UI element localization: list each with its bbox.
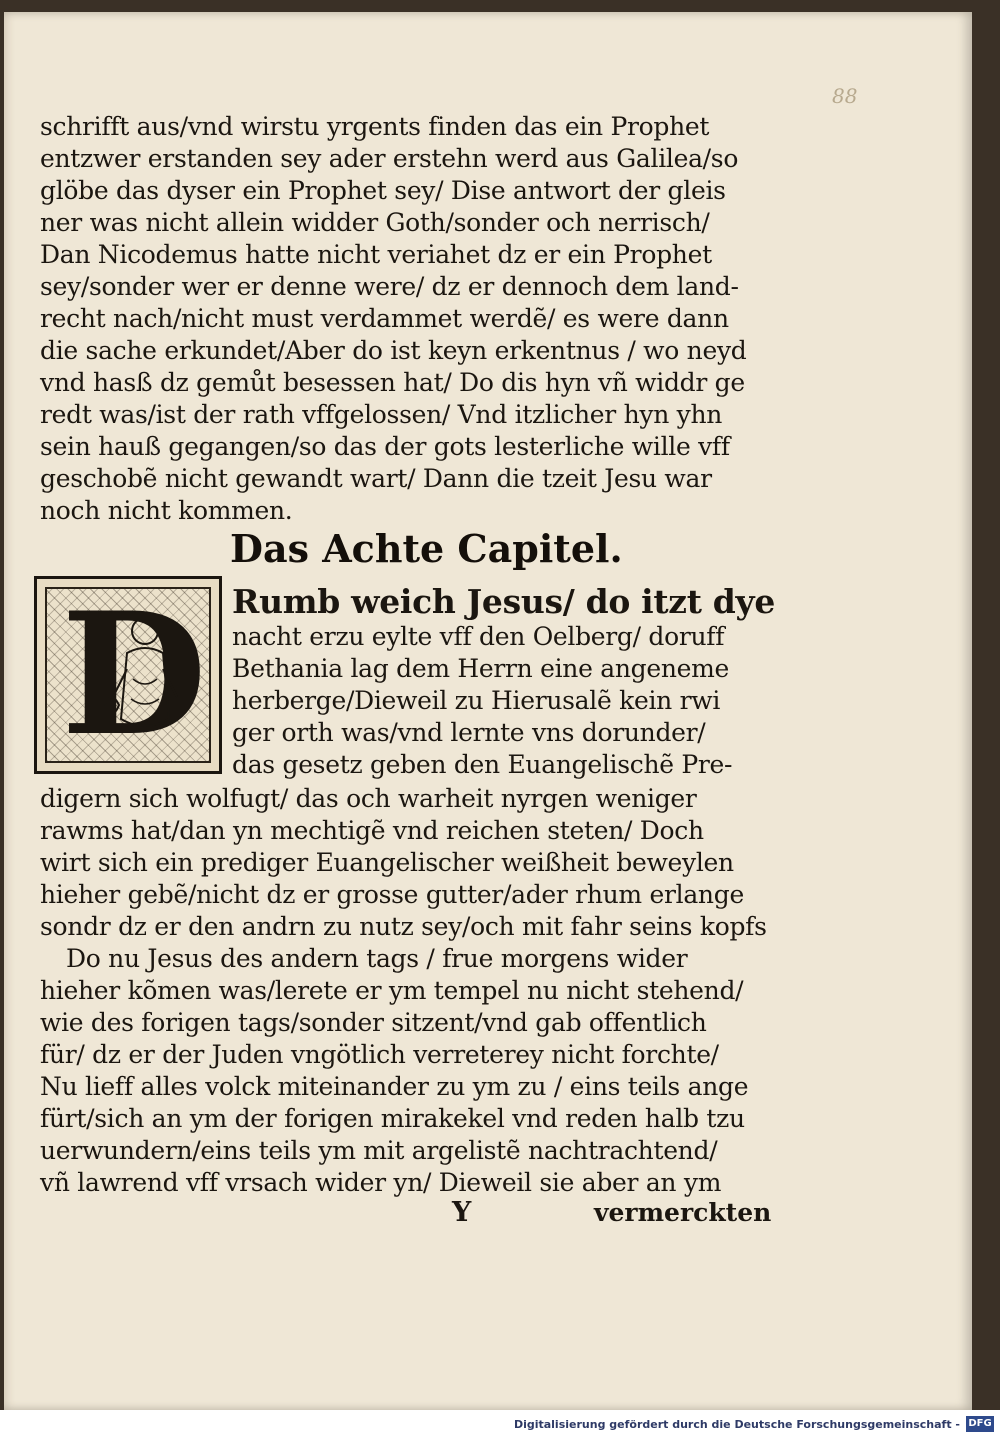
body-line: herberge/Dieweil zu Hierusalẽ kein rwi [232, 686, 721, 715]
initial-letter: D [61, 575, 207, 773]
body-line: Dan Nicodemus hatte nicht veriahet dz er ein Prophet [40, 240, 712, 269]
body-line: für/ dz er der Juden vngötlich verreterey nicht forchte/ [40, 1040, 719, 1069]
body-line: redt was/ist der rath vffgelossen/ Vnd itzlicher hyn yhn [40, 400, 723, 429]
body-line: noch nicht kommen. [40, 496, 293, 525]
body-line: Do nu Jesus des andern tags / frue morgens wider [66, 944, 688, 973]
dfg-logo-icon: DFG [966, 1416, 994, 1432]
body-line: ger orth was/vnd lernte vns dorunder/ [232, 718, 706, 747]
body-line: geschobẽ nicht gewandt wart/ Dann die tzeit Jesu war [40, 464, 712, 493]
initial-figure-icon [97, 609, 187, 749]
body-line: recht nach/nicht must verdammet werdẽ/ es were dann [40, 304, 729, 333]
body-line: vñ lawrend vff vrsach wider yn/ Dieweil sie aber an ym [40, 1168, 722, 1197]
body-line: Nu lieff alles volck miteinander zu ym zu / eins teils ange [40, 1072, 749, 1101]
body-line: die sache erkundet/Aber do ist keyn erkentnus / wo neyd [40, 336, 747, 365]
body-line: schrifft aus/vnd wirstu yrgents finden das ein Prophet [40, 112, 710, 141]
body-line: uerwundern/eins teils ym mit argelistẽ nachtrachtend/ [40, 1136, 718, 1165]
body-line: hieher gebẽ/nicht dz er grosse gutter/ader rhum erlange [40, 880, 744, 909]
body-line: nacht erzu eylte vff den Oelberg/ doruff [232, 622, 725, 651]
body-line: wirt sich ein prediger Euangelischer weißheit beweylen [40, 848, 734, 877]
signature-mark: Y [452, 1197, 472, 1228]
body-line: Rumb weich Jesus/ do itzt dye [232, 582, 776, 621]
body-line: fürt/sich an ym der forigen mirakekel vnd reden halb tzu [40, 1104, 745, 1133]
body-line: sondr dz er den andrn zu nutz sey/och mit fahr seins kopfs [40, 912, 767, 941]
body-line: glöbe das dyser ein Prophet sey/ Dise antwort der gleis [40, 176, 726, 205]
decorated-initial [34, 576, 222, 774]
body-line: sey/sonder wer er denne were/ dz er dennoch dem land- [40, 272, 739, 301]
chapter-heading: Das Achte Capitel. [230, 526, 623, 571]
body-line: Bethania lag dem Herrn eine angeneme [232, 654, 730, 683]
footer-bar [0, 1410, 1000, 1441]
body-line: ner was nicht allein widder Goth/sonder och nerrisch/ [40, 208, 710, 237]
body-line: digern sich wolfugt/ das och warheit nyrgen weniger [40, 784, 697, 813]
body-line: vnd hasß dz gemůt besessen hat/ Do dis hyn vñ widdr ge [40, 368, 745, 397]
body-line: das gesetz geben den Euangelischẽ Pre- [232, 750, 733, 779]
body-line: entzwer erstanden sey ader erstehn werd aus Galilea/so [40, 144, 739, 173]
footer-credit-text: Digitalisierung gefördert durch die Deutsche Forschungsgemeinschaft - [513, 1418, 960, 1431]
catchword: vermerckten [594, 1198, 772, 1227]
body-line: rawms hat/dan yn mechtigẽ vnd reichen steten/ Doch [40, 816, 704, 845]
body-line: hieher kõmen was/lerete er ym tempel nu nicht stehend/ [40, 976, 744, 1005]
body-line: sein hauß gegangen/so das der gots lesterliche wille vff [40, 432, 730, 461]
folio-number: 88 [832, 84, 858, 108]
body-line: wie des forigen tags/sonder sitzent/vnd gab offentlich [40, 1008, 707, 1037]
